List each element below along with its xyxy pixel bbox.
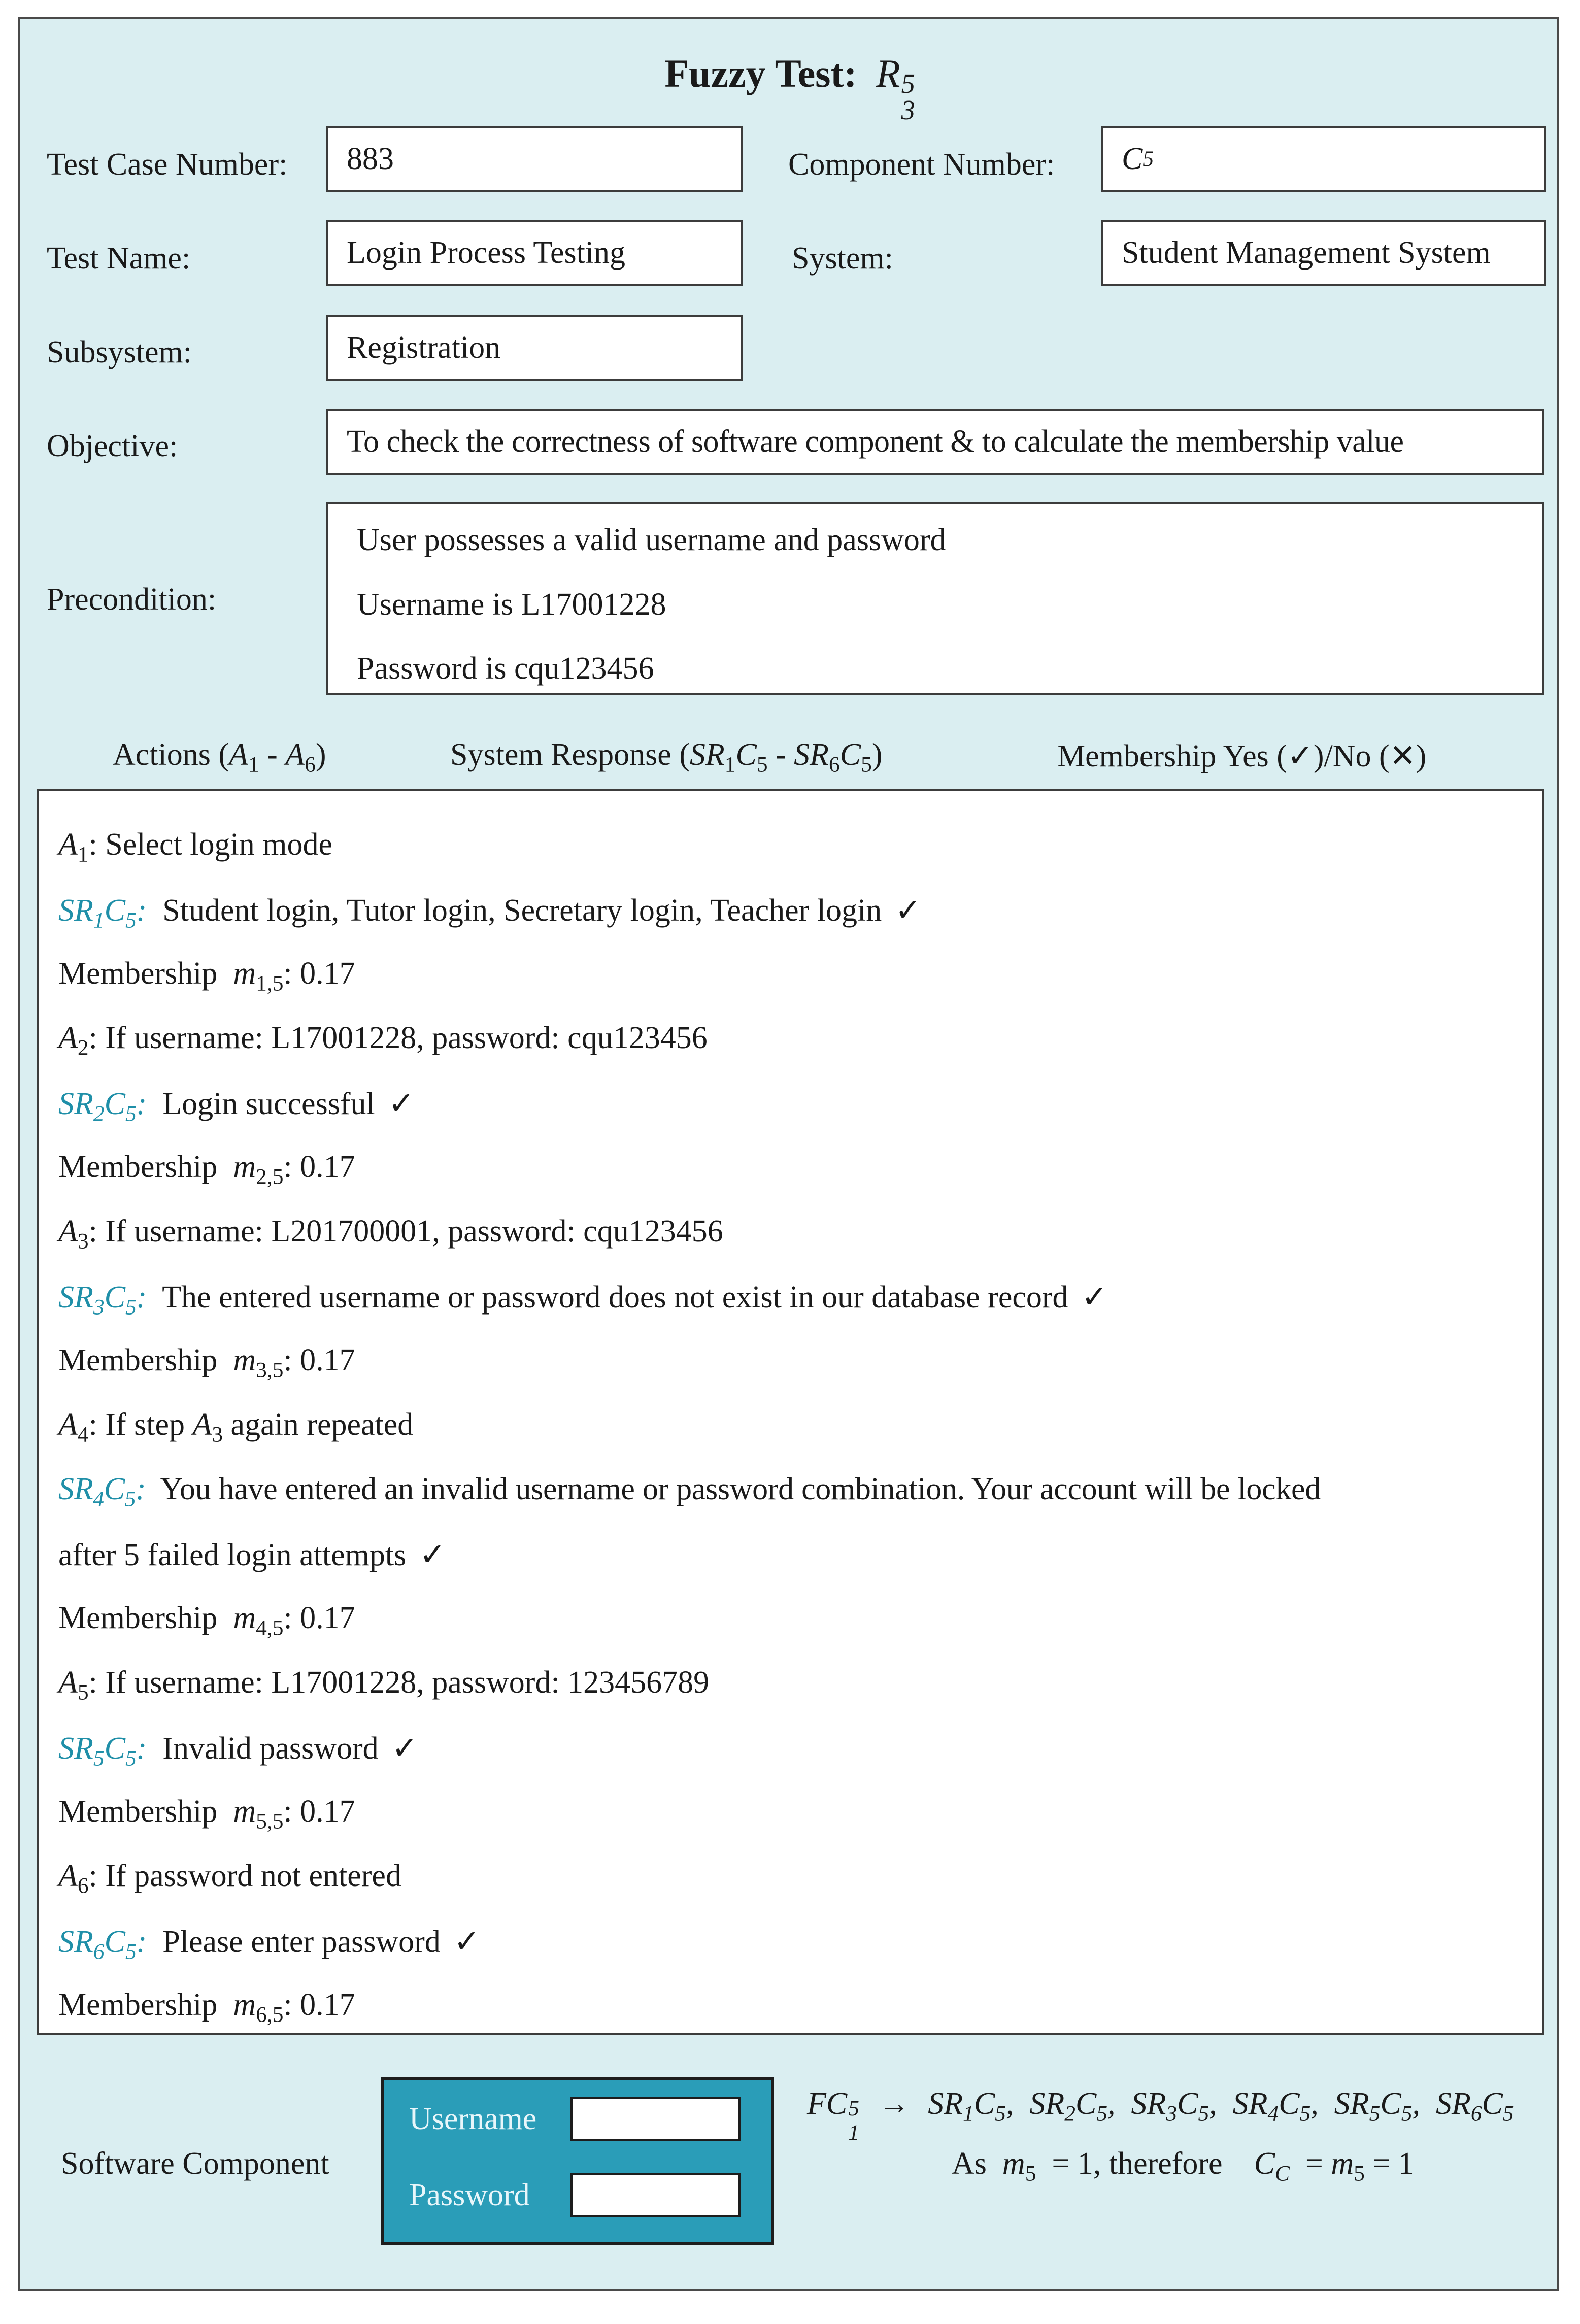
action-row: $A_5$: If username: L17001228, password: 123456789 xyxy=(58,1665,710,1705)
action-row: $A_1$: Select login mode xyxy=(58,827,332,867)
response-row: $SR_3C_5$: The entered username or password does not exist in our database record ✓ xyxy=(58,1280,1108,1320)
precondition-box xyxy=(326,502,1544,695)
precondition-line: User possesses a valid username and password xyxy=(357,523,946,557)
page-title: Fuzzy Test: R 5 3 xyxy=(664,51,915,125)
subsystem-label: Subsystem: xyxy=(47,335,192,369)
response-row-continued: after 5 failed login attempts ✓ xyxy=(58,1538,446,1572)
actions-header: Actions $(A_1 - A_6)$ xyxy=(113,737,326,777)
password-input[interactable] xyxy=(570,2173,741,2217)
test-name-label: Test Name: xyxy=(47,241,191,276)
actions-responses-box xyxy=(37,789,1544,2035)
precondition-line: Username is L17001228 xyxy=(357,587,666,622)
fuzzy-component-formula: FC 5 1 → $SR_1C_5$, $SR_2C_5$, $SR_3C_5$, $SR_4C_5$, $SR_5C_5$, $SR_6C_5$ xyxy=(807,2086,1514,2145)
username-label: Username xyxy=(409,2102,537,2136)
software-component-label: Software Component xyxy=(61,2146,329,2181)
check-icon: ✓ xyxy=(388,1087,415,1121)
conclusion-formula: As $m_5 = 1$, therefore $C_C = m_5 = 1$ xyxy=(952,2146,1414,2186)
action-row: $A_4$: If step $A_3$ again repeated xyxy=(58,1407,414,1447)
response-row: $SR_1C_5$: Student login, Tutor login, Secretary login, Teacher login ✓ xyxy=(58,893,922,933)
system-field: Student Management System xyxy=(1101,220,1546,286)
objective-label: Objective: xyxy=(47,429,178,463)
precondition-line: Password is cqu123456 xyxy=(357,651,654,686)
component-number-field: C 5 xyxy=(1101,126,1546,192)
membership-row: Membership $m_{5,5}$: 0.17 xyxy=(58,1794,355,1834)
response-row: $SR_5C_5$: Invalid password ✓ xyxy=(58,1731,418,1771)
software-component-login-box xyxy=(381,2077,774,2245)
membership-row: Membership $m_{3,5}$: 0.17 xyxy=(58,1343,355,1383)
membership-header: Membership Yes (✓)/No (✕) xyxy=(1057,739,1427,773)
action-row: $A_3$: If username: L201700001, password: cqu123456 xyxy=(58,1214,723,1254)
test-case-number-field: 883 xyxy=(326,126,743,192)
membership-row: Membership $m_{2,5}$: 0.17 xyxy=(58,1150,355,1189)
username-input[interactable] xyxy=(570,2097,741,2141)
test-name-field: Login Process Testing xyxy=(326,220,743,286)
check-icon: ✓ xyxy=(895,893,922,928)
precondition-label: Precondition: xyxy=(47,582,217,617)
response-row: $SR_6C_5$: Please enter password ✓ xyxy=(58,1925,480,1964)
check-icon: ✓ xyxy=(453,1925,480,1959)
action-row: $A_6$: If password not entered xyxy=(58,1859,401,1898)
membership-row: Membership $m_{6,5}$: 0.17 xyxy=(58,1988,355,2027)
check-icon: ✓ xyxy=(1081,1280,1108,1315)
password-label: Password xyxy=(409,2178,530,2212)
system-response-header: System Response $(SR_1C_5 - SR_6C_5)$ xyxy=(450,737,883,777)
membership-row: Membership $m_{1,5}$: 0.17 xyxy=(58,956,355,996)
check-icon: ✓ xyxy=(391,1731,418,1766)
objective-field: To check the correctness of software component & to calculate the membership value xyxy=(326,409,1544,475)
subsystem-field: Registration xyxy=(326,315,743,381)
component-number-label: Component Number: xyxy=(788,147,1055,182)
test-case-number-label: Test Case Number: xyxy=(47,147,288,182)
system-label: System: xyxy=(792,241,893,276)
response-row: $SR_2C_5$: Login successful ✓ xyxy=(58,1087,415,1126)
action-row: $A_2$: If username: L17001228, password: cqu123456 xyxy=(58,1021,708,1060)
membership-row: Membership $m_{4,5}$: 0.17 xyxy=(58,1601,355,1640)
response-row: $SR_4C_5$: You have entered an invalid username or password combination. Your account will be locked xyxy=(58,1472,1321,1511)
check-icon: ✓ xyxy=(419,1538,446,1572)
